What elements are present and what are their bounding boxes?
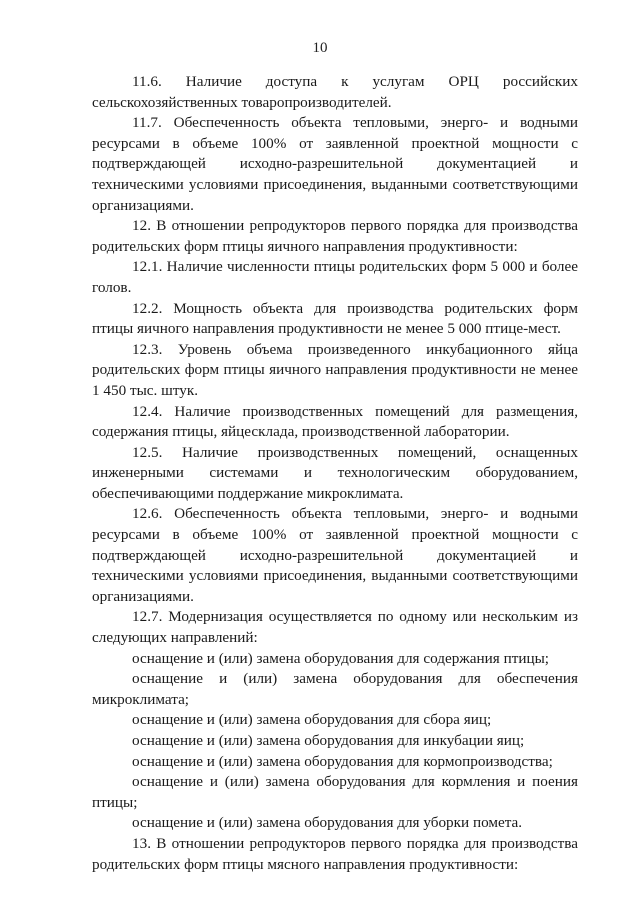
list-item: оснащение и (или) замена оборудования для сбора яиц;	[132, 711, 492, 729]
paragraph-12-5: 12.5. Наличие производственных помещений, оснащенных инженерными системами и технологическим оборудованием, обеспечивающими поддержание микроклимата.	[92, 443, 578, 502]
paragraph-11-7: 11.7. Обеспеченность объекта тепловыми, энерго- и водными ресурсами в объеме 100% от заявленной проектной мощности с подтверждающей исходно-разрешительной документацией и техническими условиями присоединения, выданными соответствующими организациями.	[92, 114, 578, 214]
paragraph-12-6: 12.6. Обеспеченность объекта тепловыми, энерго- и водными ресурсами в объеме 100% от заявленной проектной мощности с подтверждающей исходно-разрешительной документацией и техническими условиями присоединения, выданными соответствующими организациями.	[92, 505, 578, 605]
paragraph-11-6: 11.6. Наличие доступа к услугам ОРЦ российских сельскохозяйственных товаропроизводителей.	[92, 73, 578, 111]
list-item: оснащение и (или) замена оборудования для инкубации яиц;	[132, 732, 525, 749]
list-item: оснащение и (или) замена оборудования для уборки помета.	[132, 814, 523, 832]
list-item: оснащение и (или) замена оборудования для кормопроизводства;	[132, 752, 553, 770]
document-body	[92, 72, 578, 875]
paragraph-12-4: 12.4. Наличие производственных помещений для размещения, содержания птицы, яйцесклада, производственной лаборатории.	[92, 402, 578, 441]
paragraph-12-7: 12.7. Модернизация осуществляется по одному или нескольким из следующих направлений:	[92, 608, 578, 647]
list-item: оснащение и (или) замена оборудования для содержания птицы;	[132, 649, 550, 667]
paragraph-12-1: 12.1. Наличие численности птицы родительских форм 5 000 и более голов.	[92, 258, 578, 296]
paragraph-13: 13. В отношении репродукторов первого порядка для производства родительских форм птицы мясного направления продуктивности:	[92, 834, 578, 873]
list-item: оснащение и (или) замена оборудования для кормления и поения птицы;	[92, 773, 578, 811]
page-number: 10	[312, 40, 328, 56]
list-item: оснащение и (или) замена оборудования для обеспечения микроклимата;	[92, 670, 578, 708]
paragraph-12-2: 12.2. Мощность объекта для производства родительских форм птицы яичного направления продуктивности не менее 5 000 птице-мест.	[92, 299, 578, 338]
paragraph-12-3: 12.3. Уровень объема произведенного инкубационного яйца родительских форм птицы яичного направления продуктивности не менее 1 450 тыс. штук.	[92, 340, 578, 399]
paragraph-12: 12. В отношении репродукторов первого порядка для производства родительских форм птицы яичного направления продуктивности:	[92, 217, 578, 255]
